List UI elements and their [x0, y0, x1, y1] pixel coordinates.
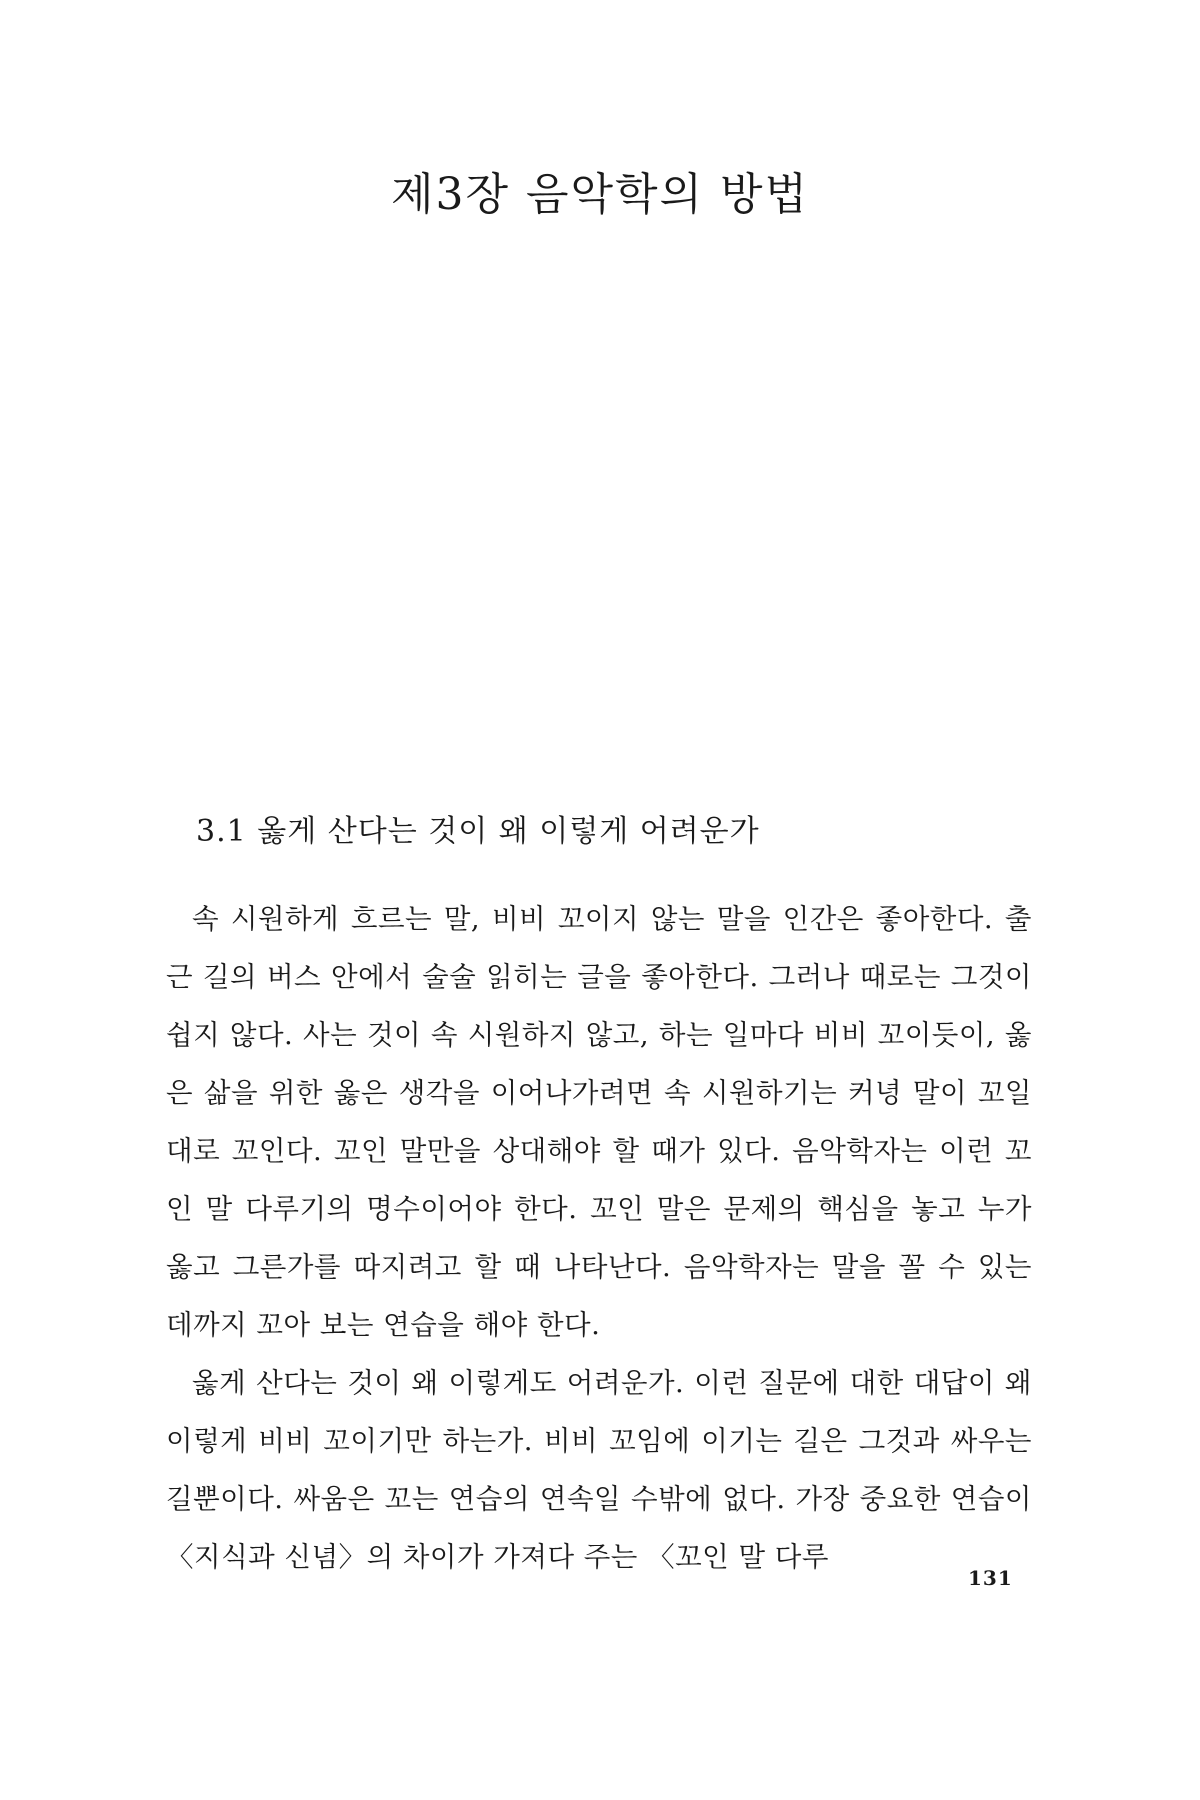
section-heading: 3.1 옳게 산다는 것이 왜 이렇게 어려운가: [196, 814, 760, 849]
paragraph: 속 시원하게 흐르는 말, 비비 꼬이지 않는 말을 인간은 좋아한다. 출근 길의 버스 안에서 술술 읽히는 글을 좋아한다. 그러나 때로는 그것이 쉽지 않다. 사는 것이 속 시원하지 않고, 하는 일마다 비비 꼬이듯이, 옳은 삶을 위한 옳은 생각을 이어나가려면 속 시원하기는 커녕 말이 꼬일 대로 꼬인다. 꼬인 말만을 상대해야 할 때가 있다. 음악학자는 이런 꼬인 말 다루기의 명수이어야 한다. 꼬인 말은 문제의 핵심을 놓고 누가 옳고 그른가를 따지려고 할 때 나타난다. 음악학자는 말을 꼴 수 있는 데까지 꼬아 보는 연습을 해야 한다.: [166, 903, 1032, 1341]
chapter-title: 제3장 음악학의 방법: [391, 169, 809, 220]
paragraph: 옳게 산다는 것이 왜 이렇게도 어려운가. 이런 질문에 대한 대답이 왜 이렇게 비비 꼬이기만 하는가. 비비 꼬임에 이기는 길은 그것과 싸우는 길뿐이다. 싸움은 꼬는 연습의 연속일 수밖에 없다. 가장 중요한 연습이 〈지식과 신념〉의 차이가 가져다 주는 〈꼬인 말 다루: [166, 1367, 1032, 1573]
body-text: [166, 890, 1032, 1586]
page-number: 131: [968, 1566, 1013, 1590]
